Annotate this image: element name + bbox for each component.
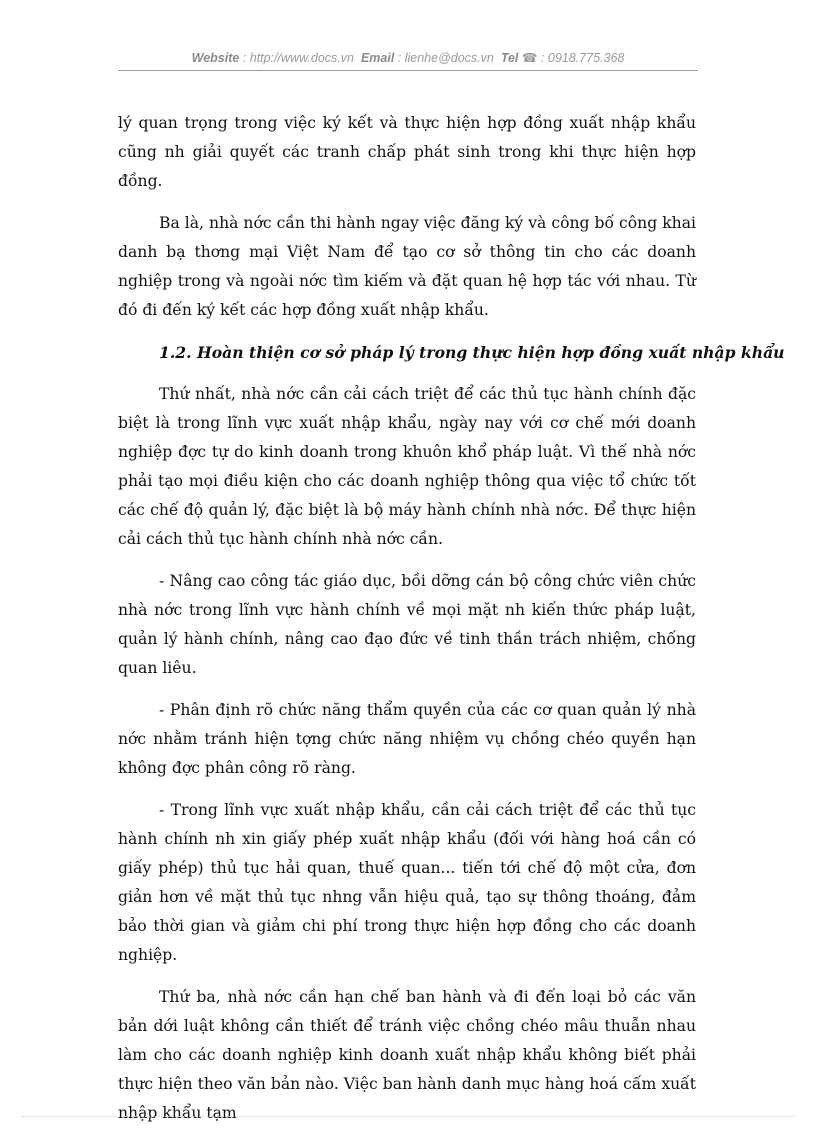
paragraph-3: Thứ nhất, nhà nớc cần cải cách triệt để các thủ tục hành chính đặc biệt là trong lĩnh vực xuất nhập khẩu, ngày nay với cơ chế mới doanh nghiệp đợc tự do kinh doanh trong khuôn khổ pháp luật. Vì thế nhà nớc phải tạo mọi điều kiện cho các doanh nghiệp thông qua việc tổ chức tốt các chế độ quản lý, đặc biệt là bộ máy hành chính nhà nớc. Để thực hiện cải cách thủ tục hành chính nhà nớc cần. <box>118 385 696 548</box>
paragraph-2: Ba là, nhà nớc cần thi hành ngay việc đăng ký và công bố công khai danh bạ thơng mại Việt Nam để tạo cơ sở thông tin cho các doanh nghiệp trong và ngoài nớc tìm kiếm và đặt quan hệ hợp tác với nhau. Từ đó đi đến ký kết các hợp đồng xuất nhập khẩu. <box>118 214 696 319</box>
paragraph-1: lý quan trọng trong việc ký kết và thực hiện hợp đồng xuất nhập khẩu cũng nh giải quyết các tranh chấp phát sinh trong khi thực hiện hợp đồng. <box>118 114 696 190</box>
document-body <box>118 109 785 1128</box>
website-label: Website <box>191 51 240 65</box>
paragraph-7: Thứ ba, nhà nớc cần hạn chế ban hành và đi đến loại bỏ các văn bản dới luật không cần thiết để tránh việc chồng chéo mâu thuẫn nhau làm cho các doanh nghiệp kinh doanh xuất nhập khẩu không biết phải thực hiện theo văn bản nào. Việc ban hành danh mục hàng hoá cấm xuất nhập khẩu tạm <box>118 988 696 1122</box>
page-header <box>118 50 698 65</box>
header-divider <box>118 70 698 71</box>
section-heading: 1.2. Hoàn thiện cơ sở pháp lý trong thực hiện hợp đồng xuất nhập khẩu <box>159 343 785 362</box>
paragraph-6: - Trong lĩnh vực xuất nhập khẩu, cần cải cách triệt để các thủ tục hành chính nh xin giấy phép xuất nhập khẩu (đối với hàng hoá cần có giấy phép) thủ tục hải quan, thuế quan... tiến tới chế độ một cửa, đơn giản hơn về mặt thủ tục nhng vẫn hiệu quả, tạo sự thông thoáng, đảm bảo thời gian và giảm chi phí trong thực hiện hợp đồng cho các doanh nghiệp. <box>118 801 696 964</box>
paragraph-5: - Phân định rõ chức năng thẩm quyền của các cơ quan quản lý nhà nớc nhằm tránh hiện tợng chức năng nhiệm vụ chồng chéo quyền hạn không đợc phân công rõ ràng. <box>118 701 696 777</box>
paragraph-4: - Nâng cao công tác giáo dục, bồi dỡng cán bộ công chức viên chức nhà nớc trong lĩnh vực hành chính về mọi mặt nh kiến thức pháp luật, quản lý hành chính, nâng cao đạo đức về tinh thần trách nhiệm, chống quan liêu. <box>118 572 696 677</box>
email-value: : lienhe@docs.vn <box>397 51 494 65</box>
tel-label: Tel <box>500 51 519 65</box>
page-bottom-border <box>22 1116 794 1117</box>
tel-value: ☎ : 0918.775.368 <box>521 51 625 65</box>
email-label: Email <box>360 51 395 65</box>
website-value: : http://www.docs.vn <box>242 51 354 65</box>
